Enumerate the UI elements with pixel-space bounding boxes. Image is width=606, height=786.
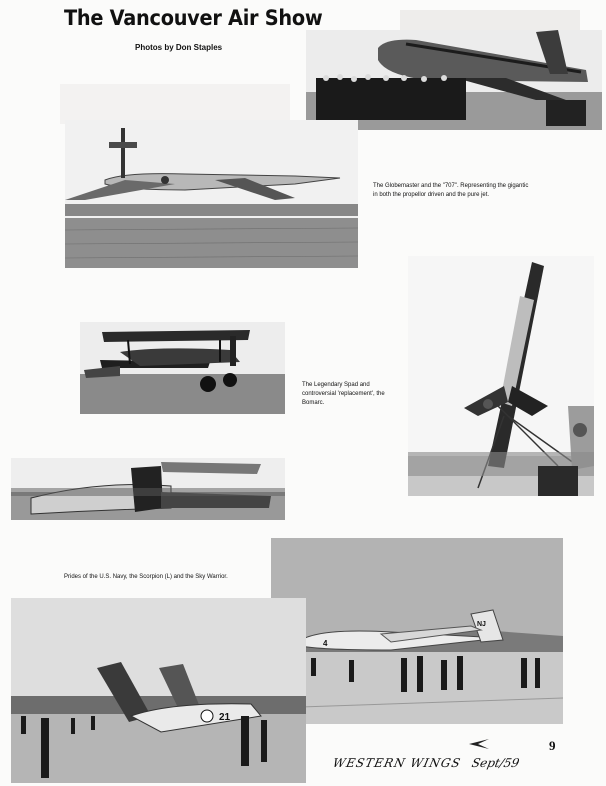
photo-spad-biplane [80, 322, 285, 414]
caption-spad-bomarc: The Legendary Spad and controversial 'replacement', the Bomarc. [302, 382, 385, 406]
page-number: 9 [549, 738, 556, 753]
photo-bomarc-missile [408, 256, 594, 496]
caption-globemaster: The Globemaster and the "707". Representing the gigantic in both the propellor driven and the pure jet. [373, 183, 529, 198]
photo-credit: Photos by Don Staples [135, 43, 223, 52]
handwritten-signature: WESTERN WINGS [331, 756, 463, 770]
handwritten-date: Sept/59 [470, 756, 521, 770]
photo-globemaster [65, 120, 358, 268]
photo-sky-warrior [271, 538, 563, 724]
skywarrior-nose-number: 4 [323, 639, 328, 648]
photo-biplane-ground [11, 458, 285, 520]
scorpion-number: 21 [219, 712, 231, 723]
skywarrior-tail-code: NJ [477, 621, 486, 628]
photo-707-jet [306, 30, 602, 130]
arrow-icon [468, 738, 490, 750]
caption-navy: Prides of the U.S. Navy, the Scorpion (L) and the Sky Warrior. [64, 574, 228, 580]
photo-scorpion [11, 598, 306, 783]
page-title: The Vancouver Air Show [64, 6, 323, 30]
ghost-bleed [60, 84, 290, 124]
